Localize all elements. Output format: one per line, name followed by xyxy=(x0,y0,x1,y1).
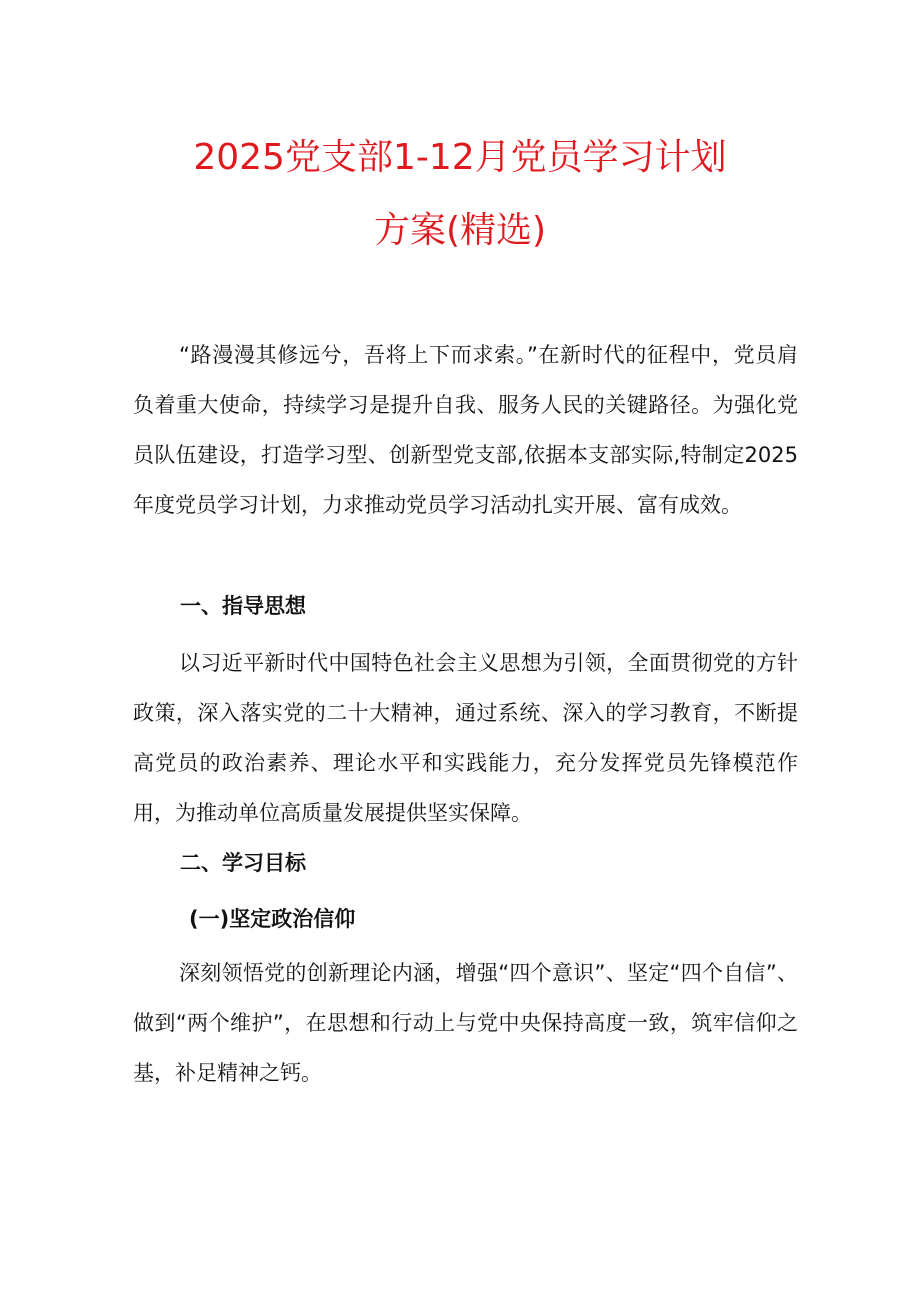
section-1-body: 以习近平新时代中国特色社会主义思想为引领，全面贯彻党的方针政策，深入落实党的二十大精神，通过系统、深入的学习教育，不断提高党员的政治素养、理论水平和实践能力，充分发挥党员先锋模范作用，为推动单位高质量发展提供坚实保障。 xyxy=(133,651,798,825)
document-title-line-1: 2025党支部1-12月党员学习计划 xyxy=(193,137,727,178)
intro-paragraph: “路漫漫其修远兮，吾将上下而求索。”在新时代的征程中，党员肩负着重大使命，持续学习是提升自我、服务人民的关键路径。为强化党员队伍建设，打造学习型、创新型党支部,依据本支部实际,特制定2025年度党员学习计划，力求推动党员学习活动扎实开展、富有成效。 xyxy=(133,343,798,517)
section-1-heading: 一、指导思想 xyxy=(180,594,306,618)
subsection-1-body: 深刻领悟党的创新理论内涵，增强“四个意识”、坚定“四个自信”、做到“两个维护”，在思想和行动上与党中央保持高度一致，筑牢信仰之基，补足精神之钙。 xyxy=(133,961,798,1085)
section-2-heading: 二、学习目标 xyxy=(180,851,306,875)
subsection-1-heading: (一)坚定政治信仰 xyxy=(189,907,356,931)
document-title-line-2: 方案(精选) xyxy=(373,210,547,251)
